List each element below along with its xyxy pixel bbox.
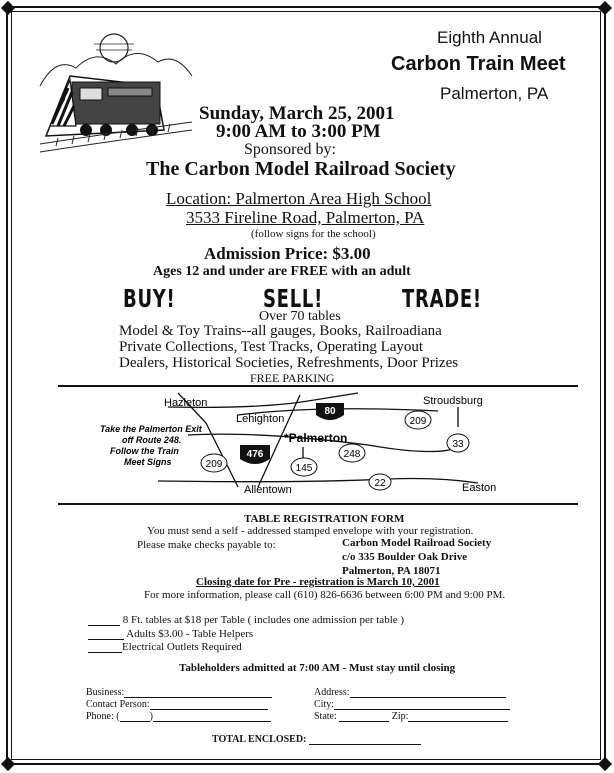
- map-directions-line-3: Follow the Train: [110, 446, 179, 456]
- sponsored-by-label: Sponsored by:: [244, 141, 336, 158]
- event-date: Sunday, March 25, 2001: [199, 103, 395, 124]
- event-title: Carbon Train Meet: [391, 53, 566, 75]
- address-label: Address:: [314, 687, 350, 698]
- map-directions-line-1: Take the Palmerton Exit: [100, 424, 202, 434]
- total-field[interactable]: [309, 733, 421, 745]
- directions-map: [58, 387, 578, 503]
- option-adults: [88, 627, 253, 640]
- map-bottom-rule: [58, 503, 578, 505]
- city-field[interactable]: [334, 698, 510, 710]
- business-field[interactable]: [124, 686, 272, 698]
- business-row: [86, 686, 272, 698]
- map-directions-line-2: off Route 248.: [122, 435, 182, 445]
- features-line-2: Private Collections, Test Tracks, Operating Layout: [119, 339, 424, 355]
- trade-heading: TRADE!: [402, 284, 482, 313]
- features-line-3: Dealers, Historical Societies, Refreshments, Door Prizes: [119, 355, 459, 371]
- total-label: TOTAL ENCLOSED:: [212, 734, 307, 745]
- phone-label: Phone: (: [86, 711, 120, 722]
- state-field[interactable]: [339, 710, 389, 722]
- contact-label: Contact Person:: [86, 699, 150, 710]
- city-row: [314, 698, 510, 710]
- address-field[interactable]: [350, 686, 506, 698]
- zip-field[interactable]: [408, 710, 508, 722]
- address-row: [314, 686, 506, 698]
- phone-field[interactable]: [153, 710, 271, 722]
- payee-address: c/o 335 Boulder Oak Drive: [342, 551, 468, 563]
- total-row: [212, 733, 421, 745]
- directions-note: (follow signs for the school): [251, 228, 376, 240]
- option-adults-label: Adults $3.00 - Table Helpers: [126, 628, 254, 640]
- closing-date-note: Closing date for Pre - registration is March 10, 2001: [196, 576, 440, 588]
- route-label-209-west: 209: [205, 459, 223, 470]
- area-code-field[interactable]: [120, 710, 150, 722]
- town-hazleton: Hazleton: [164, 397, 208, 409]
- address-line: 3533 Fireline Road, Palmerton, PA: [186, 208, 425, 227]
- payee-name: Carbon Model Railroad Society: [342, 537, 492, 549]
- zip-label: Zip:: [391, 711, 409, 722]
- info-phone-note: For more information, please call (610) 826-6636 between 6:00 PM and 9:00 PM.: [144, 589, 506, 601]
- event-time: 9:00 AM to 3:00 PM: [216, 121, 381, 142]
- option-electrical-label: Electrical Outlets Required: [122, 641, 242, 653]
- train-illustration: [36, 26, 196, 156]
- form-title: TABLE REGISTRATION FORM: [244, 513, 405, 525]
- town-easton: Easton: [462, 482, 497, 494]
- town-lehighton: Lehighton: [236, 413, 285, 425]
- admission-price: Admission Price: $3.00: [204, 244, 371, 263]
- checks-note: Please make checks payable to:: [137, 539, 276, 551]
- business-label: Business:: [86, 687, 125, 698]
- shield-i476: [240, 445, 270, 464]
- edition-label: Eighth Annual: [437, 28, 542, 47]
- road-route-22: [158, 479, 478, 484]
- tables-count: Over 70 tables: [259, 309, 341, 324]
- state-zip-row: [314, 710, 508, 722]
- location-line: Location: Palmerton Area High School: [166, 189, 432, 208]
- town-stroudsburg: Stroudsburg: [423, 395, 483, 407]
- route-label-209-east: 209: [409, 416, 427, 427]
- admit-note: Tableholders admitted at 7:00 AM - Must stay until closing: [179, 662, 456, 674]
- town-allentown: Allentown: [244, 484, 292, 496]
- payee-city: Palmerton, PA 18071: [342, 565, 441, 577]
- envelope-note: You must send a self - addressed stamped envelope with your registration.: [147, 525, 474, 537]
- phone-close-paren: ): [149, 711, 153, 722]
- event-city: Palmerton, PA: [440, 84, 549, 103]
- features-line-1: Model & Toy Trains--all gauges, Books, Railroadiana: [119, 323, 442, 339]
- route-label-145: 145: [295, 463, 313, 474]
- electrical-qty-field[interactable]: [88, 640, 122, 653]
- shield-i80: [316, 403, 344, 420]
- phone-row: [86, 710, 271, 722]
- adults-qty-field[interactable]: [88, 627, 124, 640]
- sponsor-name: The Carbon Model Railroad Society: [146, 158, 456, 180]
- free-parking-note: FREE PARKING: [250, 371, 335, 385]
- tables-qty-field[interactable]: [88, 613, 120, 626]
- buy-heading: BUY!: [123, 284, 176, 313]
- route-label-80: 80: [324, 406, 336, 417]
- option-tables-label: 8 Ft. tables at $18 per Table ( includes one admission per table ): [122, 614, 405, 626]
- map-directions-line-4: Meet Signs: [124, 457, 172, 467]
- contact-field[interactable]: [150, 698, 268, 710]
- state-label: State:: [314, 711, 337, 722]
- sell-heading: SELL!: [263, 284, 324, 313]
- route-label-22: 22: [374, 478, 386, 489]
- option-tables: [88, 613, 404, 626]
- route-label-33: 33: [452, 439, 464, 450]
- route-label-476: 476: [246, 449, 264, 460]
- option-electrical: [88, 640, 242, 653]
- kids-free-note: Ages 12 and under are FREE with an adult: [153, 264, 411, 279]
- city-label: City:: [314, 699, 335, 710]
- contact-row: [86, 698, 268, 710]
- town-palmerton: *Palmerton: [284, 431, 348, 445]
- route-label-248: 248: [343, 449, 361, 460]
